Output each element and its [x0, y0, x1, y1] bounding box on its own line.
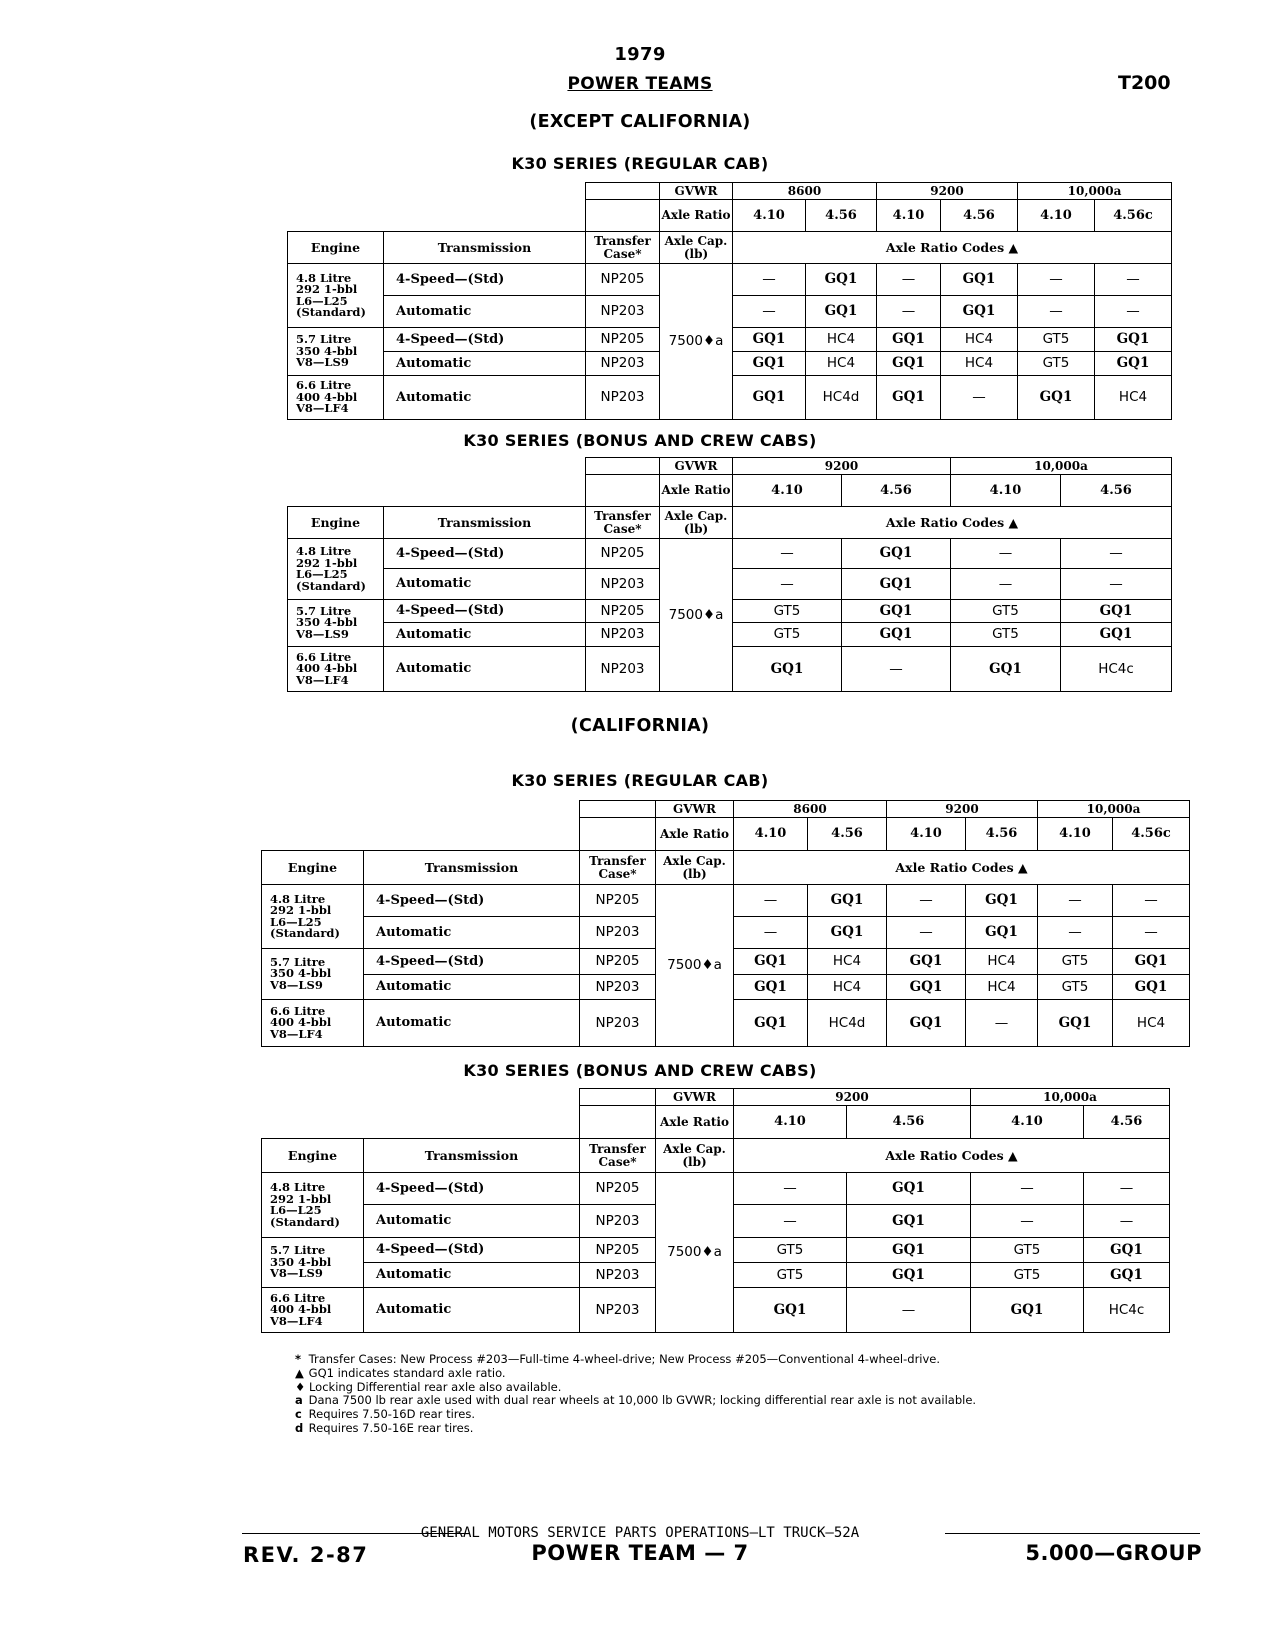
transfer-case-cell: NP205	[580, 885, 656, 917]
axle-ratio-codes-header: Axle Ratio Codes ▲	[733, 507, 1172, 539]
transmission-cell: Automatic	[384, 352, 586, 376]
axle-code-cell: —	[733, 264, 806, 296]
axle-ratio-label: Axle Ratio	[656, 1106, 734, 1139]
engine-cell: 5.7 Litre 350 4-bbl V8—LS9	[288, 328, 384, 376]
axle-code-cell: GT5	[1018, 352, 1095, 376]
axle-ratio-label: Axle Ratio	[660, 475, 733, 507]
transfer-case-cell: NP203	[580, 1000, 656, 1047]
axle-ratio: 4.10	[951, 475, 1061, 507]
transfer-case-cell: NP203	[586, 623, 660, 647]
table-4-title: K30 SERIES (BONUS AND CREW CABS)	[463, 1061, 817, 1080]
footnote: c Requires 7.50-16D rear tires.	[295, 1407, 475, 1422]
axle-code-cell: HC4c	[1061, 647, 1172, 692]
year-heading: 1979	[614, 44, 666, 65]
footnote: * Transfer Cases: New Process #203—Full-time 4-wheel-drive; New Process #205—Conventional 4-wheel-drive.	[295, 1352, 941, 1366]
engine-cell: 6.6 Litre 400 4-bbl V8—LF4	[262, 1288, 364, 1333]
transmission-header: Transmission	[384, 507, 586, 539]
axle-cap-header: Axle Cap. (lb)	[660, 232, 733, 264]
transfer-case-cell: NP203	[580, 1205, 656, 1238]
transfer-case-header: Transfer Case*	[586, 232, 660, 264]
transfer-case-cell: NP203	[586, 352, 660, 376]
ratio-blank	[586, 475, 660, 507]
footer-group: 5.000—GROUP	[1025, 1541, 1202, 1565]
axle-ratio-codes-header: Axle Ratio Codes ▲	[734, 1139, 1170, 1173]
axle-code-cell: HC4	[966, 975, 1038, 1000]
axle-code-cell: GQ1	[842, 539, 951, 569]
gvwr-group: 8600	[733, 183, 877, 200]
transmission-header: Transmission	[364, 1139, 580, 1173]
transmission-cell: Automatic	[364, 1288, 580, 1333]
axle-code-cell: HC4	[941, 352, 1018, 376]
transfer-case-header: Transfer Case*	[580, 851, 656, 885]
transmission-cell: Automatic	[384, 376, 586, 420]
footnote: ♦ Locking Differential rear axle also available.	[295, 1379, 562, 1394]
axle-code-cell: GQ1	[966, 885, 1038, 917]
axle-code-cell: —	[733, 296, 806, 328]
axle-code-cell: GQ1	[1095, 352, 1172, 376]
power-team-table-1	[287, 182, 1172, 420]
axle-code-cell: —	[734, 1173, 847, 1205]
axle-code-cell: —	[842, 647, 951, 692]
axle-ratio: 4.56	[847, 1106, 971, 1139]
axle-code-cell: HC4	[1095, 376, 1172, 420]
gvwr-group: 9200	[887, 801, 1038, 818]
axle-code-cell: GQ1	[734, 1000, 808, 1047]
transmission-cell: 4-Speed—(Std)	[364, 949, 580, 975]
engine-cell: 5.7 Litre 350 4-bbl V8—LS9	[262, 949, 364, 1000]
gvwr-label: GVWR	[656, 1089, 734, 1106]
axle-code-cell: GQ1	[842, 600, 951, 623]
gvwr-label: GVWR	[660, 183, 733, 200]
axle-code-cell: GQ1	[733, 647, 842, 692]
axle-code-cell: GQ1	[1084, 1238, 1170, 1263]
axle-code-cell: GQ1	[887, 949, 966, 975]
axle-code-cell: GQ1	[887, 1000, 966, 1047]
axle-ratio: 4.56	[941, 200, 1018, 232]
axle-code-cell: GQ1	[847, 1205, 971, 1238]
axle-ratio-codes-header: Axle Ratio Codes ▲	[734, 851, 1190, 885]
gvwr-group: 9200	[733, 458, 951, 475]
transfer-case-cell: NP203	[580, 1288, 656, 1333]
axle-code-cell: GQ1	[1061, 623, 1172, 647]
axle-code-cell: —	[887, 885, 966, 917]
axle-code-cell: —	[1084, 1205, 1170, 1238]
axle-code-cell: —	[1113, 885, 1190, 917]
transmission-cell: 4-Speed—(Std)	[364, 1238, 580, 1263]
axle-ratio: 4.10	[971, 1106, 1084, 1139]
engine-cell: 4.8 Litre 292 1-bbl L6—L25 (Standard)	[262, 1173, 364, 1238]
axle-code-cell: —	[734, 917, 808, 949]
axle-ratio: 4.10	[734, 818, 808, 851]
axle-ratio-codes-header: Axle Ratio Codes ▲	[733, 232, 1172, 264]
section-california: (CALIFORNIA)	[570, 716, 710, 736]
axle-code-cell: HC4	[808, 975, 887, 1000]
table-1-title: K30 SERIES (REGULAR CAB)	[511, 154, 769, 173]
transmission-cell: Automatic	[364, 975, 580, 1000]
ratio-blank	[580, 1106, 656, 1139]
axle-cap-cell: 7500♦a	[656, 1173, 734, 1333]
axle-ratio: 4.56	[1084, 1106, 1170, 1139]
gvwr-group: 10,000a	[1038, 801, 1190, 818]
transmission-cell: Automatic	[364, 1000, 580, 1047]
axle-cap-header: Axle Cap. (lb)	[656, 1139, 734, 1173]
transmission-cell: 4-Speed—(Std)	[384, 539, 586, 569]
gvwr-group: 10,000a	[971, 1089, 1170, 1106]
footer-revision: REV. 2-87	[243, 1543, 369, 1567]
axle-code-cell: GT5	[951, 600, 1061, 623]
axle-ratio-label: Axle Ratio	[656, 818, 734, 851]
axle-code-cell: GT5	[971, 1238, 1084, 1263]
transmission-cell: 4-Speed—(Std)	[364, 885, 580, 917]
transfer-case-header: Transfer Case*	[580, 1139, 656, 1173]
axle-code-cell: —	[966, 1000, 1038, 1047]
table-3-title: K30 SERIES (REGULAR CAB)	[511, 771, 769, 790]
transmission-cell: 4-Speed—(Std)	[384, 600, 586, 623]
axle-code-cell: —	[1095, 264, 1172, 296]
axle-code-cell: GQ1	[971, 1288, 1084, 1333]
transfer-case-cell: NP203	[586, 569, 660, 600]
axle-code-cell: GT5	[733, 623, 842, 647]
gvwr-blank	[586, 458, 660, 475]
section-except-california: (EXCEPT CALIFORNIA)	[529, 112, 751, 132]
gvwr-blank	[586, 183, 660, 200]
axle-ratio-label: Axle Ratio	[660, 200, 733, 232]
axle-code-cell: GQ1	[734, 975, 808, 1000]
power-team-table-4	[261, 1088, 1170, 1333]
axle-code-cell: —	[847, 1288, 971, 1333]
axle-ratio: 4.10	[887, 818, 966, 851]
gvwr-blank	[580, 1089, 656, 1106]
axle-code-cell: GQ1	[887, 975, 966, 1000]
axle-code-cell: HC4c	[1084, 1288, 1170, 1333]
gvwr-group: 9200	[734, 1089, 971, 1106]
axle-code-cell: GQ1	[842, 569, 951, 600]
axle-code-cell: GT5	[1038, 975, 1113, 1000]
axle-code-cell: GQ1	[806, 296, 877, 328]
footnote: ▲ GQ1 indicates standard axle ratio.	[295, 1365, 506, 1380]
transfer-case-cell: NP205	[586, 539, 660, 569]
transfer-case-cell: NP205	[580, 949, 656, 975]
axle-code-cell: GQ1	[1038, 1000, 1113, 1047]
axle-code-cell: GQ1	[847, 1173, 971, 1205]
axle-ratio: 4.10	[877, 200, 941, 232]
axle-code-cell: GQ1	[733, 352, 806, 376]
axle-code-cell: GQ1	[808, 885, 887, 917]
axle-code-cell: HC4	[1113, 1000, 1190, 1047]
axle-ratio: 4.56	[842, 475, 951, 507]
engine-cell: 5.7 Litre 350 4-bbl V8—LS9	[288, 600, 384, 647]
axle-cap-cell: 7500♦a	[660, 264, 733, 420]
footnote: a Dana 7500 lb rear axle used with dual rear wheels at 10,000 lb GVWR; locking differential rear axle is not available.	[295, 1393, 977, 1408]
transfer-case-cell: NP205	[580, 1238, 656, 1263]
transmission-cell: Automatic	[384, 647, 586, 692]
axle-code-cell: GQ1	[734, 949, 808, 975]
page-title	[0, 74, 1280, 94]
axle-code-cell: —	[941, 376, 1018, 420]
axle-ratio: 4.56	[1061, 475, 1172, 507]
axle-code-cell: GQ1	[966, 917, 1038, 949]
axle-code-cell: GQ1	[951, 647, 1061, 692]
axle-code-cell: GT5	[1038, 949, 1113, 975]
axle-cap-header: Axle Cap. (lb)	[660, 507, 733, 539]
axle-code-cell: —	[1018, 296, 1095, 328]
axle-code-cell: GQ1	[808, 917, 887, 949]
axle-code-cell: —	[1018, 264, 1095, 296]
axle-ratio: 4.56	[966, 818, 1038, 851]
axle-code-cell: —	[1095, 296, 1172, 328]
axle-code-cell: —	[734, 1205, 847, 1238]
axle-code-cell: GQ1	[806, 264, 877, 296]
axle-code-cell: HC4	[806, 328, 877, 352]
gvwr-group: 9200	[877, 183, 1018, 200]
axle-code-cell: HC4	[806, 352, 877, 376]
table-2-title: K30 SERIES (BONUS AND CREW CABS)	[463, 431, 817, 450]
gvwr-label: GVWR	[660, 458, 733, 475]
axle-ratio: 4.56	[806, 200, 877, 232]
axle-ratio: 4.56c	[1113, 818, 1190, 851]
axle-code-cell: GQ1	[847, 1238, 971, 1263]
axle-code-cell: GQ1	[847, 1263, 971, 1288]
axle-ratio: 4.10	[1038, 818, 1113, 851]
axle-code-cell: —	[951, 539, 1061, 569]
transfer-case-cell: NP203	[586, 376, 660, 420]
axle-code-cell: GT5	[734, 1263, 847, 1288]
transfer-case-cell: NP205	[580, 1173, 656, 1205]
transmission-cell: 4-Speed—(Std)	[364, 1173, 580, 1205]
axle-code-cell: HC4	[941, 328, 1018, 352]
power-team-table-2	[287, 457, 1172, 692]
engine-header: Engine	[288, 507, 384, 539]
footer-publisher-line: GENERAL MOTORS SERVICE PARTS OPERATIONS—LT TRUCK—52A	[420, 1525, 860, 1541]
engine-header: Engine	[262, 1139, 364, 1173]
transmission-cell: Automatic	[364, 1263, 580, 1288]
axle-code-cell: GQ1	[734, 1288, 847, 1333]
gvwr-group: 8600	[734, 801, 887, 818]
axle-code-cell: —	[1061, 539, 1172, 569]
transmission-cell: Automatic	[364, 1205, 580, 1238]
transfer-case-cell: NP203	[580, 1263, 656, 1288]
transfer-case-cell: NP205	[586, 328, 660, 352]
engine-cell: 6.6 Litre 400 4-bbl V8—LF4	[288, 376, 384, 420]
transfer-case-cell: NP205	[586, 264, 660, 296]
axle-cap-header: Axle Cap. (lb)	[656, 851, 734, 885]
transmission-header: Transmission	[364, 851, 580, 885]
axle-code-cell: GQ1	[941, 264, 1018, 296]
axle-code-cell: HC4	[808, 949, 887, 975]
gvwr-label: GVWR	[656, 801, 734, 818]
axle-code-cell: GT5	[733, 600, 842, 623]
axle-code-cell: GQ1	[877, 352, 941, 376]
transfer-case-cell: NP203	[580, 917, 656, 949]
transfer-case-header: Transfer Case*	[586, 507, 660, 539]
transmission-cell: Automatic	[384, 569, 586, 600]
axle-code-cell: GQ1	[1061, 600, 1172, 623]
engine-cell: 4.8 Litre 292 1-bbl L6—L25 (Standard)	[288, 264, 384, 328]
axle-code-cell: GT5	[734, 1238, 847, 1263]
axle-cap-cell: 7500♦a	[656, 885, 734, 1047]
engine-header: Engine	[262, 851, 364, 885]
axle-code-cell: —	[951, 569, 1061, 600]
axle-ratio: 4.56c	[1095, 200, 1172, 232]
gvwr-group: 10,000a	[1018, 183, 1172, 200]
transfer-case-cell: NP203	[580, 975, 656, 1000]
footer-page-number: POWER TEAM — 7	[531, 1541, 749, 1565]
axle-cap-cell: 7500♦a	[660, 539, 733, 692]
gvwr-group: 10,000a	[951, 458, 1172, 475]
engine-cell: 6.6 Litre 400 4-bbl V8—LF4	[288, 647, 384, 692]
axle-ratio: 4.10	[733, 200, 806, 232]
axle-code-cell: GQ1	[941, 296, 1018, 328]
axle-code-cell: —	[1038, 885, 1113, 917]
axle-ratio: 4.10	[1018, 200, 1095, 232]
axle-code-cell: —	[733, 539, 842, 569]
axle-code-cell: GT5	[971, 1263, 1084, 1288]
transmission-cell: 4-Speed—(Std)	[384, 264, 586, 296]
transfer-case-cell: NP205	[586, 600, 660, 623]
axle-code-cell: —	[1061, 569, 1172, 600]
gvwr-blank	[580, 801, 656, 818]
axle-code-cell: GQ1	[733, 328, 806, 352]
axle-ratio: 4.10	[734, 1106, 847, 1139]
transmission-header: Transmission	[384, 232, 586, 264]
ratio-blank	[580, 818, 656, 851]
transmission-cell: Automatic	[364, 917, 580, 949]
engine-header: Engine	[288, 232, 384, 264]
engine-cell: 4.8 Litre 292 1-bbl L6—L25 (Standard)	[262, 885, 364, 949]
footnotes	[295, 1353, 976, 1436]
axle-code-cell: —	[733, 569, 842, 600]
axle-code-cell: GQ1	[1018, 376, 1095, 420]
transmission-cell: 4-Speed—(Std)	[384, 328, 586, 352]
transfer-case-cell: NP203	[586, 296, 660, 328]
engine-cell: 5.7 Litre 350 4-bbl V8—LS9	[262, 1238, 364, 1288]
axle-code-cell: —	[1113, 917, 1190, 949]
page-code: T200	[1118, 72, 1171, 94]
axle-code-cell: —	[971, 1173, 1084, 1205]
axle-code-cell: GQ1	[1113, 975, 1190, 1000]
engine-cell: 6.6 Litre 400 4-bbl V8—LF4	[262, 1000, 364, 1047]
axle-code-cell: —	[887, 917, 966, 949]
axle-ratio: 4.10	[733, 475, 842, 507]
transfer-case-cell: NP203	[586, 647, 660, 692]
axle-code-cell: HC4	[966, 949, 1038, 975]
axle-code-cell: HC4d	[806, 376, 877, 420]
axle-code-cell: GT5	[951, 623, 1061, 647]
axle-code-cell: GQ1	[1113, 949, 1190, 975]
transmission-cell: Automatic	[384, 296, 586, 328]
axle-code-cell: GT5	[1018, 328, 1095, 352]
axle-code-cell: —	[1038, 917, 1113, 949]
power-team-table-3	[261, 800, 1190, 1047]
axle-code-cell: —	[734, 885, 808, 917]
axle-code-cell: GQ1	[877, 328, 941, 352]
axle-code-cell: —	[877, 296, 941, 328]
axle-code-cell: —	[971, 1205, 1084, 1238]
transmission-cell: Automatic	[384, 623, 586, 647]
axle-ratio: 4.56	[808, 818, 887, 851]
page-title-text: POWER TEAMS	[567, 74, 713, 94]
axle-code-cell: —	[1084, 1173, 1170, 1205]
axle-code-cell: HC4d	[808, 1000, 887, 1047]
axle-code-cell: GQ1	[842, 623, 951, 647]
axle-code-cell: GQ1	[733, 376, 806, 420]
engine-cell: 4.8 Litre 292 1-bbl L6—L25 (Standard)	[288, 539, 384, 600]
ratio-blank	[586, 200, 660, 232]
axle-code-cell: GQ1	[877, 376, 941, 420]
axle-code-cell: GQ1	[1084, 1263, 1170, 1288]
axle-code-cell: GQ1	[1095, 328, 1172, 352]
axle-code-cell: —	[877, 264, 941, 296]
footnote: d Requires 7.50-16E rear tires.	[295, 1420, 474, 1435]
